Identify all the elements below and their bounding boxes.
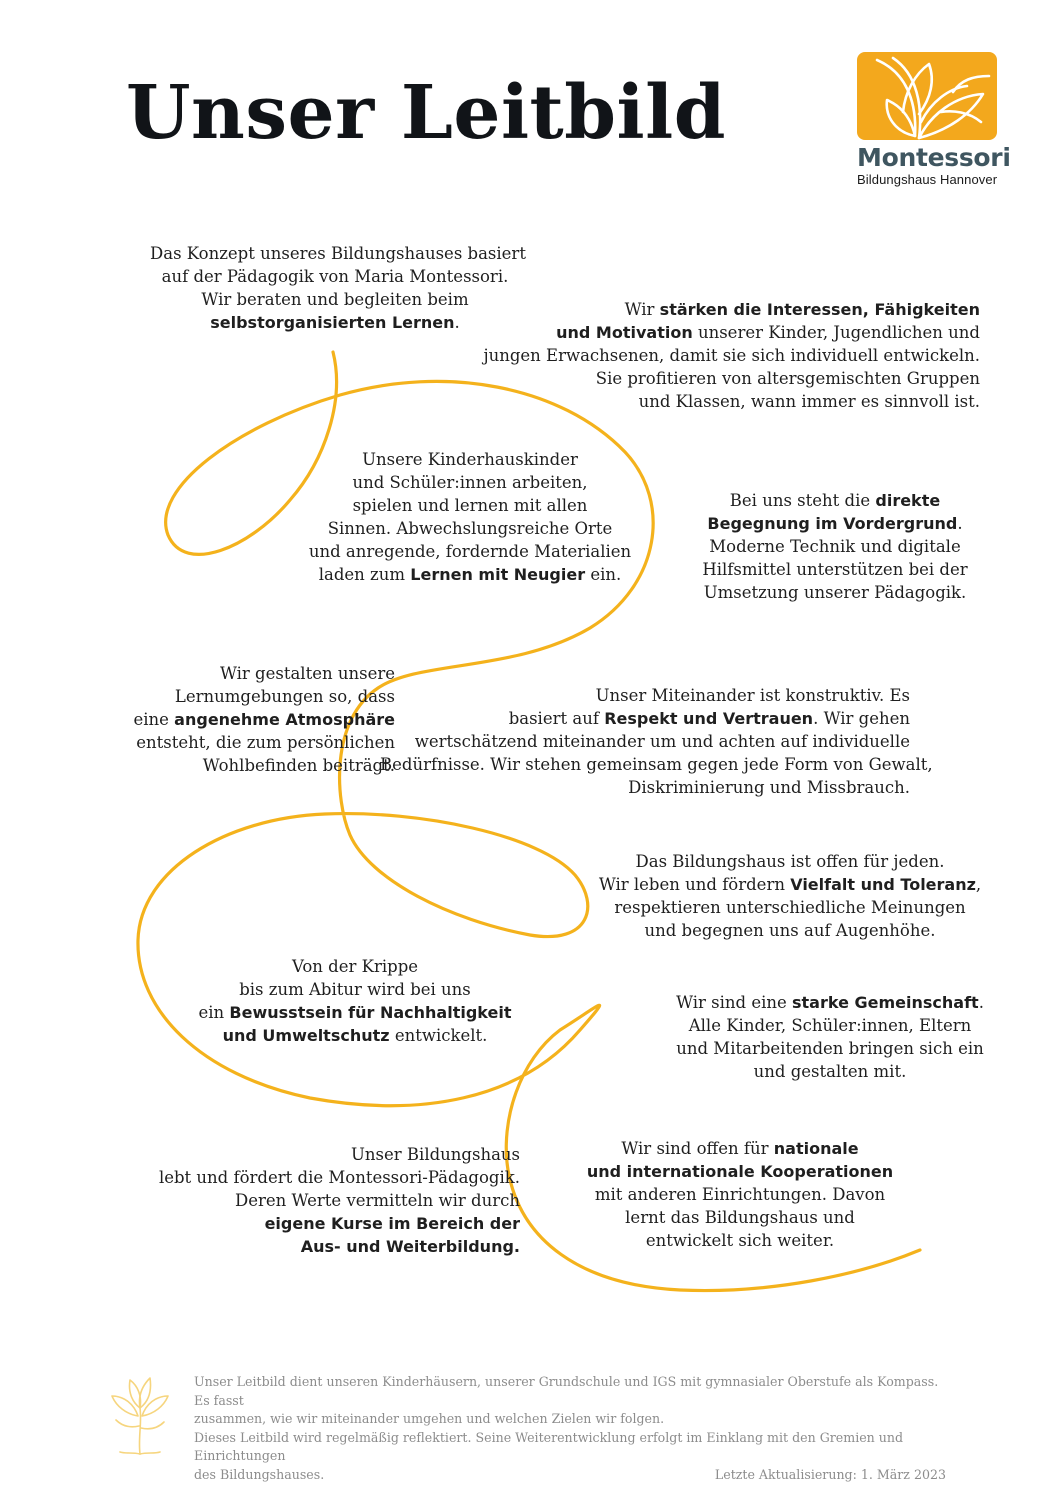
text-line bbox=[585, 1137, 895, 1160]
bold-text: eigene Kurse im Bereich der bbox=[264, 1214, 520, 1233]
text-line bbox=[470, 298, 980, 321]
text-run: ein. bbox=[585, 565, 622, 584]
bold-text: und internationale Kooperationen bbox=[586, 1162, 894, 1181]
lotus-icon bbox=[857, 52, 997, 140]
text-run: Sie profitieren von altersgemischten Gruppen bbox=[595, 369, 980, 388]
text-run: Wir leben und fördern bbox=[598, 875, 791, 894]
text-run: Wohlbefinden beiträgt. bbox=[202, 756, 395, 775]
text-block-miteinander bbox=[380, 684, 933, 799]
bold-text: und Motivation bbox=[556, 323, 693, 342]
text-line bbox=[380, 684, 910, 707]
text-line bbox=[470, 344, 980, 367]
text-run: respektieren unterschiedliche Meinungen bbox=[614, 898, 966, 917]
text-line bbox=[590, 850, 990, 873]
bold-text: direkte bbox=[875, 491, 941, 510]
bold-text: angenehme Atmosphäre bbox=[174, 710, 395, 729]
text-block-weiterbildung bbox=[110, 1143, 520, 1258]
footer-line-2: zusammen, wie wir miteinander umgehen und welchen Zielen wir folgen. bbox=[194, 1411, 665, 1426]
text-block-begegnung bbox=[690, 489, 980, 604]
text-run: Wir beraten und begleiten beim bbox=[201, 290, 469, 309]
text-run: basiert auf bbox=[508, 709, 605, 728]
text-line bbox=[50, 685, 395, 708]
text-run: Wir gestalten unsere bbox=[219, 664, 395, 683]
text-run: Diskriminierung und Missbrauch. bbox=[628, 778, 910, 797]
text-line bbox=[110, 1212, 520, 1235]
text-run: entwickelt. bbox=[389, 1026, 488, 1045]
text-line bbox=[672, 991, 988, 1014]
text-line bbox=[590, 919, 990, 942]
text-line bbox=[195, 1001, 515, 1024]
text-line bbox=[585, 1160, 895, 1183]
text-line bbox=[690, 558, 980, 581]
footer-note bbox=[194, 1373, 946, 1484]
text-block-atmosphaere bbox=[50, 662, 395, 777]
montessori-logo bbox=[857, 52, 1011, 188]
text-line bbox=[300, 517, 640, 540]
text-run: Das Bildungshaus ist offen für jeden. bbox=[635, 852, 945, 871]
text-block-kooperationen bbox=[585, 1137, 895, 1252]
text-run: Bedürfnisse. Wir stehen gemeinsam gegen jede Form von Gewalt, bbox=[380, 755, 933, 774]
text-block-sinne bbox=[300, 448, 640, 586]
text-run: und anregende, fordernde Materialien bbox=[308, 542, 632, 561]
text-line bbox=[380, 707, 910, 730]
text-run: , bbox=[975, 875, 982, 894]
text-line bbox=[380, 730, 910, 753]
logo-subtitle: Bildungshaus Hannover bbox=[857, 172, 998, 187]
text-run: ein bbox=[198, 1003, 230, 1022]
text-line bbox=[470, 321, 980, 344]
text-run: Unser Miteinander ist konstruktiv. Es bbox=[595, 686, 910, 705]
text-block-vielfalt bbox=[590, 850, 990, 942]
text-line bbox=[585, 1229, 895, 1252]
text-run: eine bbox=[133, 710, 175, 729]
bold-text: stärken die Interessen, Fähigkeiten bbox=[659, 300, 980, 319]
footer-line-4: des Bildungshauses. bbox=[194, 1466, 325, 1482]
text-run: Bei uns steht die bbox=[729, 491, 876, 510]
logo-name: Montessori bbox=[857, 143, 1011, 172]
text-run: Hilfsmittel unterstützen bei der bbox=[702, 560, 968, 579]
text-line bbox=[150, 265, 520, 288]
text-run: entwickelt sich weiter. bbox=[645, 1231, 835, 1250]
bold-text: nationale bbox=[773, 1139, 859, 1158]
text-run: spielen und lernen mit allen bbox=[352, 496, 588, 515]
text-block-konzept bbox=[150, 242, 526, 334]
text-run: . bbox=[454, 313, 460, 332]
text-line bbox=[150, 288, 520, 311]
text-line bbox=[690, 489, 980, 512]
text-line bbox=[690, 581, 980, 604]
text-run: . bbox=[957, 514, 963, 533]
bold-text: starke Gemeinschaft bbox=[792, 993, 979, 1012]
bold-text: Respekt und Vertrauen bbox=[604, 709, 814, 728]
text-line bbox=[50, 731, 395, 754]
text-line bbox=[150, 242, 526, 265]
text-run: . Wir gehen bbox=[813, 709, 910, 728]
text-run: jungen Erwachsenen, damit sie sich individuell entwickeln. bbox=[483, 346, 980, 365]
bold-text: Vielfalt und Toleranz bbox=[790, 875, 976, 894]
text-line bbox=[300, 494, 640, 517]
text-line bbox=[110, 1166, 520, 1189]
text-line bbox=[195, 1024, 515, 1047]
text-run: bis zum Abitur wird bei uns bbox=[239, 980, 471, 999]
text-run: unserer Kinder, Jugendlichen und bbox=[692, 323, 980, 342]
text-run: auf der Pädagogik von Maria Montessori. bbox=[161, 267, 509, 286]
text-block-gemeinschaft bbox=[672, 991, 988, 1083]
text-run: und Klassen, wann immer es sinnvoll ist. bbox=[638, 392, 980, 411]
text-run: und Schüler:innen arbeiten, bbox=[352, 473, 588, 492]
text-run: Unser Bildungshaus bbox=[351, 1145, 520, 1164]
text-line bbox=[690, 512, 980, 535]
bold-text: Aus- und Weiterbildung. bbox=[300, 1237, 520, 1256]
logo-box bbox=[857, 52, 997, 140]
text-line bbox=[585, 1183, 895, 1206]
text-run: Alle Kinder, Schüler:innen, Eltern bbox=[688, 1016, 972, 1035]
page-title: Unser Leitbild bbox=[126, 70, 726, 156]
text-line bbox=[300, 540, 640, 563]
text-run: lebt und fördert die Montessori-Pädagogik. bbox=[158, 1168, 520, 1187]
text-run: und begegnen uns auf Augenhöhe. bbox=[644, 921, 936, 940]
bold-text: Lernen mit Neugier bbox=[410, 565, 586, 584]
text-line bbox=[195, 955, 515, 978]
text-run: Von der Krippe bbox=[291, 957, 419, 976]
text-line bbox=[380, 753, 933, 776]
text-line bbox=[300, 471, 640, 494]
text-run: Lernumgebungen so, dass bbox=[174, 687, 395, 706]
text-run: lernt das Bildungshaus und bbox=[625, 1208, 855, 1227]
text-line bbox=[50, 662, 395, 685]
text-run: Wir sind offen für bbox=[621, 1139, 774, 1158]
text-run: Das Konzept unseres Bildungshauses basiert bbox=[150, 244, 526, 263]
text-line bbox=[590, 896, 990, 919]
text-run: und Mitarbeitenden bringen sich ein bbox=[676, 1039, 984, 1058]
text-run: Moderne Technik und digitale bbox=[709, 537, 961, 556]
last-updated: Letzte Aktualisierung: 1. März 2023 bbox=[714, 1466, 946, 1482]
text-line bbox=[300, 448, 640, 471]
text-run: Unsere Kinderhauskinder bbox=[362, 450, 578, 469]
text-run: entsteht, die zum persönlichen bbox=[136, 733, 395, 752]
bold-text: Begegnung im Vordergrund bbox=[707, 514, 958, 533]
text-line bbox=[110, 1189, 520, 1212]
text-run: Sinnen. Abwechslungsreiche Orte bbox=[327, 519, 613, 538]
bold-text: selbstorganisierten Lernen bbox=[210, 313, 455, 332]
text-run: und gestalten mit. bbox=[753, 1062, 907, 1081]
footer-line-1: Unser Leitbild dient unseren Kinderhäusern, unserer Grundschule und IGS mit gymnasialer Oberstufe als Kompass. Es fasst bbox=[194, 1374, 939, 1408]
text-line bbox=[50, 708, 395, 731]
text-run: Wir bbox=[624, 300, 660, 319]
text-run: mit anderen Einrichtungen. Davon bbox=[594, 1185, 886, 1204]
bold-text: Bewusstsein für Nachhaltigkeit bbox=[229, 1003, 512, 1022]
text-line bbox=[585, 1206, 895, 1229]
text-line bbox=[380, 776, 910, 799]
text-run: wertschätzend miteinander um und achten auf individuelle bbox=[414, 732, 910, 751]
text-line bbox=[300, 563, 640, 586]
text-line bbox=[672, 1037, 988, 1060]
text-line bbox=[672, 1060, 988, 1083]
text-run: . bbox=[978, 993, 984, 1012]
text-run: Wir sind eine bbox=[676, 993, 792, 1012]
text-line bbox=[590, 873, 990, 896]
text-run: laden zum bbox=[318, 565, 411, 584]
text-line bbox=[470, 390, 980, 413]
text-line bbox=[50, 754, 395, 777]
text-block-nachhaltigkeit bbox=[195, 955, 515, 1047]
text-line bbox=[470, 367, 980, 390]
footer-last-row bbox=[194, 1466, 946, 1485]
bold-text: und Umweltschutz bbox=[222, 1026, 390, 1045]
text-line bbox=[110, 1235, 520, 1258]
tree-icon bbox=[104, 1368, 176, 1456]
text-line bbox=[690, 535, 980, 558]
text-block-interessen bbox=[470, 298, 980, 413]
text-line bbox=[150, 311, 520, 334]
text-run: Umsetzung unserer Pädagogik. bbox=[703, 583, 967, 602]
footer-line-3: Dieses Leitbild wird regelmäßig reflektiert. Seine Weiterentwicklung erfolgt im Einklang mit den Gremien und Einrichtungen bbox=[194, 1429, 904, 1463]
text-run: Deren Werte vermitteln wir durch bbox=[235, 1191, 520, 1210]
text-line bbox=[195, 978, 515, 1001]
text-line bbox=[672, 1014, 988, 1037]
text-line bbox=[110, 1143, 520, 1166]
